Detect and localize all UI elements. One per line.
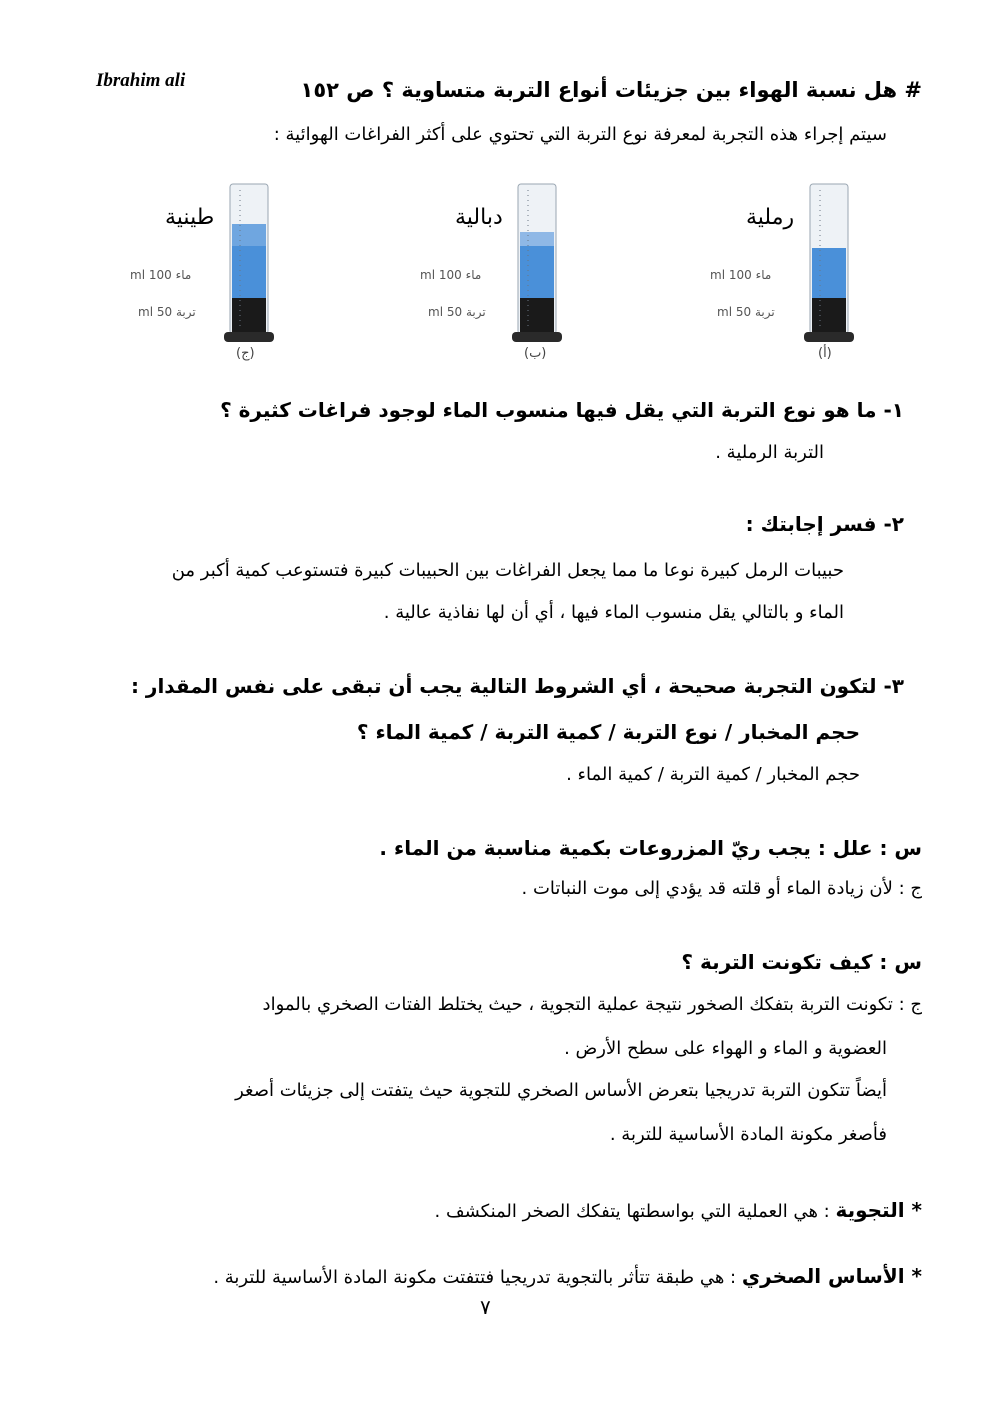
question-4: س : علل : يجب ريّ المزروعات بكمية مناسبة من الماء . <box>379 836 922 860</box>
question-2: ٢- فسر إجابتك : <box>745 512 904 536</box>
author-name: Ibrahim ali <box>96 70 186 91</box>
cylinder-b-soil-label: تربة 50 ml <box>428 305 486 319</box>
answer-2-line-1: حبيبات الرمل كبيرة نوعا ما مما يجعل الفراغات بين الحبيبات كبيرة فتستوعب كمية أكبر من <box>171 560 844 581</box>
cylinder-a-tag: (أ) <box>818 346 832 361</box>
answer-5-line-3: أيضاً تتكون التربة تدريجيا بتعرض الأساس الصخري للتجوية حيث يتفتت إلى جزيئات أصغر <box>235 1080 887 1101</box>
answer-5-line-1: ج : تكونت التربة بتفكك الصخور نتيجة عملية التجوية ، حيث يختلط الفتات الصخري بالمواد <box>262 994 922 1015</box>
definition-bedrock <box>213 1264 922 1288</box>
cylinder-c <box>220 180 280 350</box>
question-5: س : كيف تكونت التربة ؟ <box>681 950 922 974</box>
cylinder-b <box>508 180 568 350</box>
cylinder-b-tag: (ب) <box>524 346 547 361</box>
page-number: ٧ <box>480 1295 491 1319</box>
cylinder-c-water-label: ماء 100 ml <box>130 268 192 282</box>
answer-5-line-4: فأصغر مكونة المادة الأساسية للتربة . <box>609 1124 887 1145</box>
question-3-options: حجم المخبار / نوع التربة / كمية التربة / كمية الماء ؟ <box>356 720 860 744</box>
cylinder-a-soil-label: تربة 50 ml <box>717 305 775 319</box>
cylinder-c-tag: (ج) <box>236 346 255 361</box>
answer-5-line-2: العضوية و الماء و الهواء على سطح الأرض . <box>564 1038 887 1059</box>
cylinder-a <box>800 180 860 350</box>
question-3: ٣- لتكون التجربة صحيحة ، أي الشروط التالية يجب أن تبقى على نفس المقدار : <box>130 674 904 698</box>
cylinder-a-label: رملية <box>746 205 795 230</box>
intro-text: سيتم إجراء هذه التجربة لمعرفة نوع التربة التي تحتوي على أكثر الفراغات الهوائية : <box>273 124 887 145</box>
definition-weathering-term: * التجوية <box>835 1198 922 1222</box>
cylinder-b-label: دبالية <box>455 205 503 230</box>
cylinder-b-water-label: ماء 100 ml <box>420 268 482 282</box>
answer-1: التربة الرملية . <box>715 442 824 463</box>
answer-3: حجم المخبار / كمية التربة / كمية الماء . <box>566 764 860 785</box>
definition-bedrock-text: : هي طبقة تتأثر بالتجوية تدريجيا فتتفتت مكونة المادة الأساسية للتربة . <box>213 1267 742 1288</box>
cylinder-a-water-label: ماء 100 ml <box>710 268 772 282</box>
definition-bedrock-term: * الأساس الصخري <box>741 1264 922 1288</box>
cylinder-c-soil-label: تربة 50 ml <box>138 305 196 319</box>
cylinder-c-label: طينية <box>165 205 215 230</box>
page-title: # هل نسبة الهواء بين جزيئات أنواع التربة متساوية ؟ ص ١٥٢ <box>300 78 922 102</box>
definition-weathering-text: : هي العملية التي بواسطتها يتفكك الصخر المنكشف . <box>434 1201 836 1222</box>
question-1: ١- ما هو نوع التربة التي يقل فيها منسوب الماء لوجود فراغات كثيرة ؟ <box>220 398 904 422</box>
definition-weathering <box>435 1198 923 1222</box>
answer-4: ج : لأن زيادة الماء أو قلته قد يؤدي إلى موت النباتات . <box>521 878 922 899</box>
answer-2-line-2: الماء و بالتالي يقل منسوب الماء فيها ، أي أن لها نفاذية عالية . <box>383 602 844 623</box>
